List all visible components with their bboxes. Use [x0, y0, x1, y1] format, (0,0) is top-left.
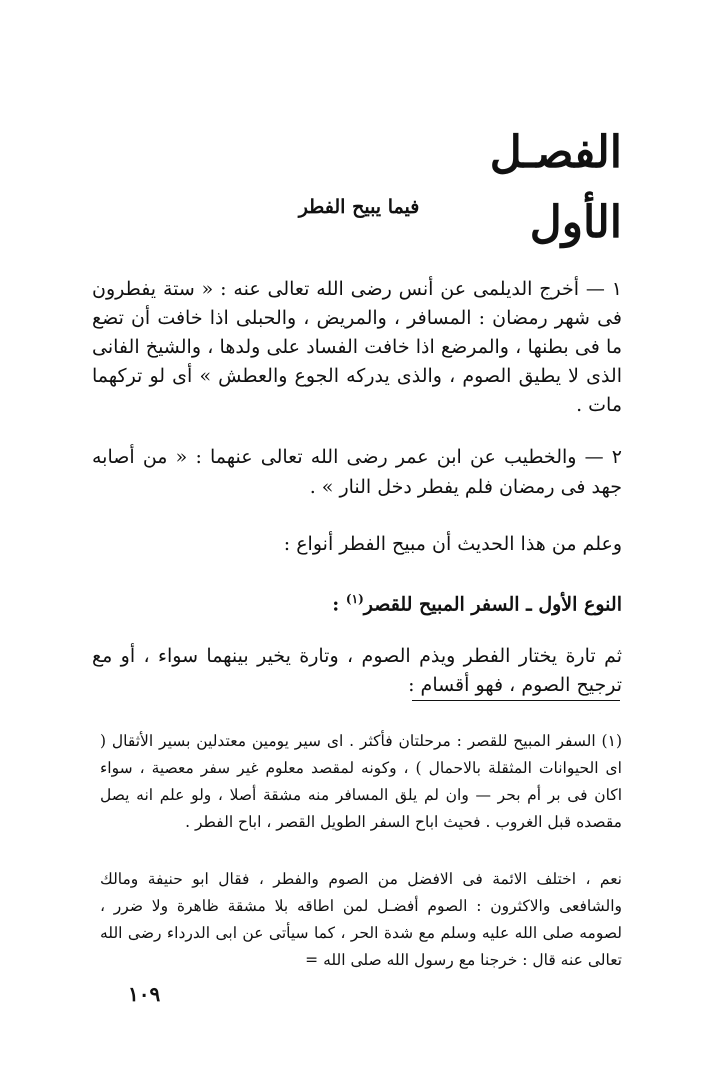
paragraph-types-intro: وعلم من هذا الحديث أن مبيح الفطر أنواع : [283, 533, 622, 555]
footnote-separator [412, 700, 620, 701]
page-number: ١٠٩ [128, 982, 161, 1006]
heading-colon: : [332, 593, 346, 616]
paragraph-travel-cases: ثم تارة يختار الفطر ويذم الصوم ، وتارة يخير بينهما سواء ، أو مع ترجيح الصوم ، فهو أقسام : [92, 645, 622, 696]
footnote-1: (١) السفر المبيح للقصر : مرحلتان فأكثر . اى سير يومين معتدلين بسير الأثقال ( اى الحيوانات المثقلة بالاحمال ) ، وكونه لمقصد معلوم غير سفر معصية ، سواء اكان فى بر أم بحر — وان لم يلق المسافر منه مشقة أصلا ، ولو علم انه يصل مقصده قبل الغروب . فحيث اباح السفر الطويل القصر ، اباح الفطر . [100, 731, 622, 831]
paragraph-hadith-2: ٢ — والخطيب عن ابن عمر رضى الله تعالى عنهما : « من أصابه جهد فى رمضان فلم يفطر دخل النار » . [92, 446, 622, 498]
section-subtitle: فيما يبيح الفطر [298, 196, 420, 218]
footnote-marker: (١) [345, 592, 364, 606]
heading-first-type-text: النوع الأول ـ السفر المبيح للقصر [363, 593, 622, 616]
paragraph-hadith-1: ١ — أخرج الديلمى عن أنس رضى الله تعالى عنه : « ستة يفطرون فى شهر رمضان : المسافر ، والمريض ، والحبلى اذا خافت أن تضع ما فى بطنها ، والمرضع اذا خافت الفساد على ولدها ، والشيخ الفانى الذى لا يطيق الصوم ، والذى يدركه الجوع والعطش » أى لو تركهما مات . [92, 278, 622, 416]
chapter-title: الفصـل الأول [489, 127, 622, 248]
heading-first-type [92, 584, 622, 619]
footnote-1-continued: نعم ، اختلف الائمة فى الافضل من الصوم والفطر ، فقال ابو حنيفة ومالك والشافعى والاكثرون : الصوم أفضـل لمن اطاقه بلا مشقة ظاهرة ولا ضرر ، لصومه صلى الله عليه وسلم مع شدة الحر ، كما سيأتى عن ابى الدرداء رضى الله تعالى عنه قال : خرجنا مع رسول الله صلى الله = [100, 869, 622, 969]
